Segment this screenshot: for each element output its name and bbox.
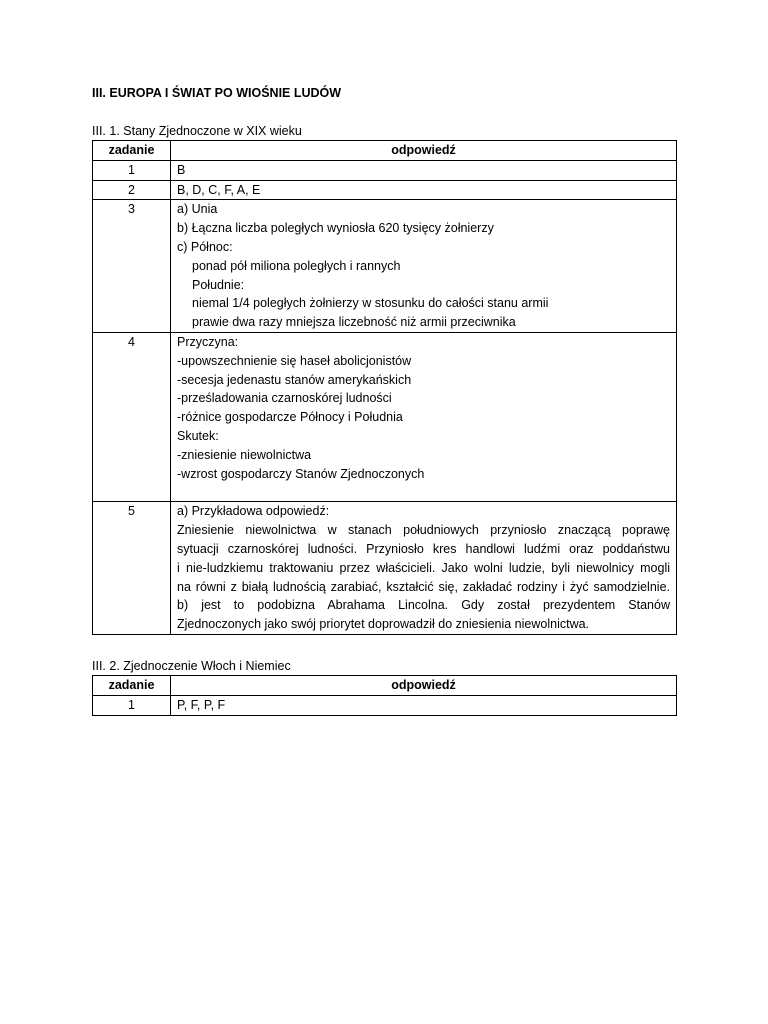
answer-cell [171, 180, 677, 200]
task-number: 4 [93, 332, 171, 501]
document-page [92, 84, 676, 716]
task-number: 3 [93, 200, 171, 333]
answer-line: -różnice gospodarcze Północy i Południa [177, 410, 403, 425]
task-number: 1 [93, 695, 171, 715]
answer-line: -wzrost gospodarczy Stanów Zjednoczonych [177, 466, 425, 481]
answer-line: P, F, P, F [177, 697, 226, 712]
answer-line: b) jest to podobizna Abrahama Lincolna. Gdy został prezydentem Stanów [177, 598, 670, 613]
table-row [93, 332, 677, 501]
answer-line: ponad pół miliona poległych i rannych [192, 258, 401, 273]
answer-cell [171, 160, 677, 180]
answer-line: B [177, 162, 186, 177]
document-title: III. EUROPA I ŚWIAT PO WIOŚNIE LUDÓW [92, 86, 342, 100]
table-row [93, 160, 677, 180]
answer-line: niemal 1/4 poległych żołnierzy w stosunku do całości stanu armii [192, 296, 549, 311]
table-row [93, 695, 677, 715]
task-number: 1 [93, 160, 171, 180]
answer-line: -upowszechnienie się haseł abolicjonistów [177, 353, 412, 368]
answer-line: -prześladowania czarnoskórej ludności [177, 391, 392, 406]
answer-cell [171, 332, 677, 501]
answer-cell [171, 695, 677, 715]
header-zadanie: zadanie [93, 141, 171, 161]
section-1-title: III. 1. Stany Zjednoczone w XIX wieku [92, 124, 302, 138]
answer-line: -zniesienie niewolnictwa [177, 447, 312, 462]
section-2-table [92, 675, 677, 716]
section-2-title: III. 2. Zjednoczenie Włoch i Niemiec [92, 658, 291, 673]
table-header-row [93, 675, 677, 695]
answer-cell [171, 200, 677, 333]
answer-line: Skutek: [177, 428, 219, 443]
answer-cell [171, 502, 677, 635]
answer-line: b) Łączna liczba poległych wyniosła 620 tysięcy żołnierzy [177, 221, 494, 236]
table-row [93, 502, 677, 635]
section-1-table [92, 140, 677, 635]
table-row [93, 200, 677, 333]
answer-line: Przyczyna: [177, 334, 239, 349]
table-header-row [93, 141, 677, 161]
blank-space [177, 483, 670, 501]
answer-line: prawie dwa razy mniejsza liczebność niż armii przeciwnika [192, 315, 516, 330]
answer-line: a) Przykładowa odpowiedź: [177, 504, 330, 519]
answer-line: i nie-ludzkiemu traktowaniu przez właścicieli. Jako wolni ludzie, byli niewolnicy mogli [177, 560, 670, 575]
answer-line: B, D, C, F, A, E [177, 182, 261, 197]
answer-line: Zjednoczonych jako swój priorytet doprowadził do zniesienia niewolnictwa. [177, 617, 590, 632]
header-odpowiedz: odpowiedź [171, 675, 677, 695]
answer-line: c) Północ: [177, 239, 233, 254]
header-odpowiedz: odpowiedź [171, 141, 677, 161]
answer-line: Zniesienie niewolnictwa w stanach południowych przyniosło znaczącą poprawę [177, 523, 670, 538]
answer-line: -secesja jedenastu stanów amerykańskich [177, 372, 412, 387]
answer-line: sytuacji czarnoskórej ludności. Przyniosło kres handlowi ludźmi oraz poddaństwu [177, 541, 670, 556]
answer-line: na równi z białą ludnością zarabiać, kształcić się, zakładać rodziny i żyć samodzielnie. [177, 579, 670, 594]
header-zadanie: zadanie [93, 675, 171, 695]
answer-line: Południe: [192, 277, 245, 292]
task-number: 2 [93, 180, 171, 200]
table-row [93, 180, 677, 200]
task-number: 5 [93, 502, 171, 635]
answer-line: a) Unia [177, 202, 218, 217]
